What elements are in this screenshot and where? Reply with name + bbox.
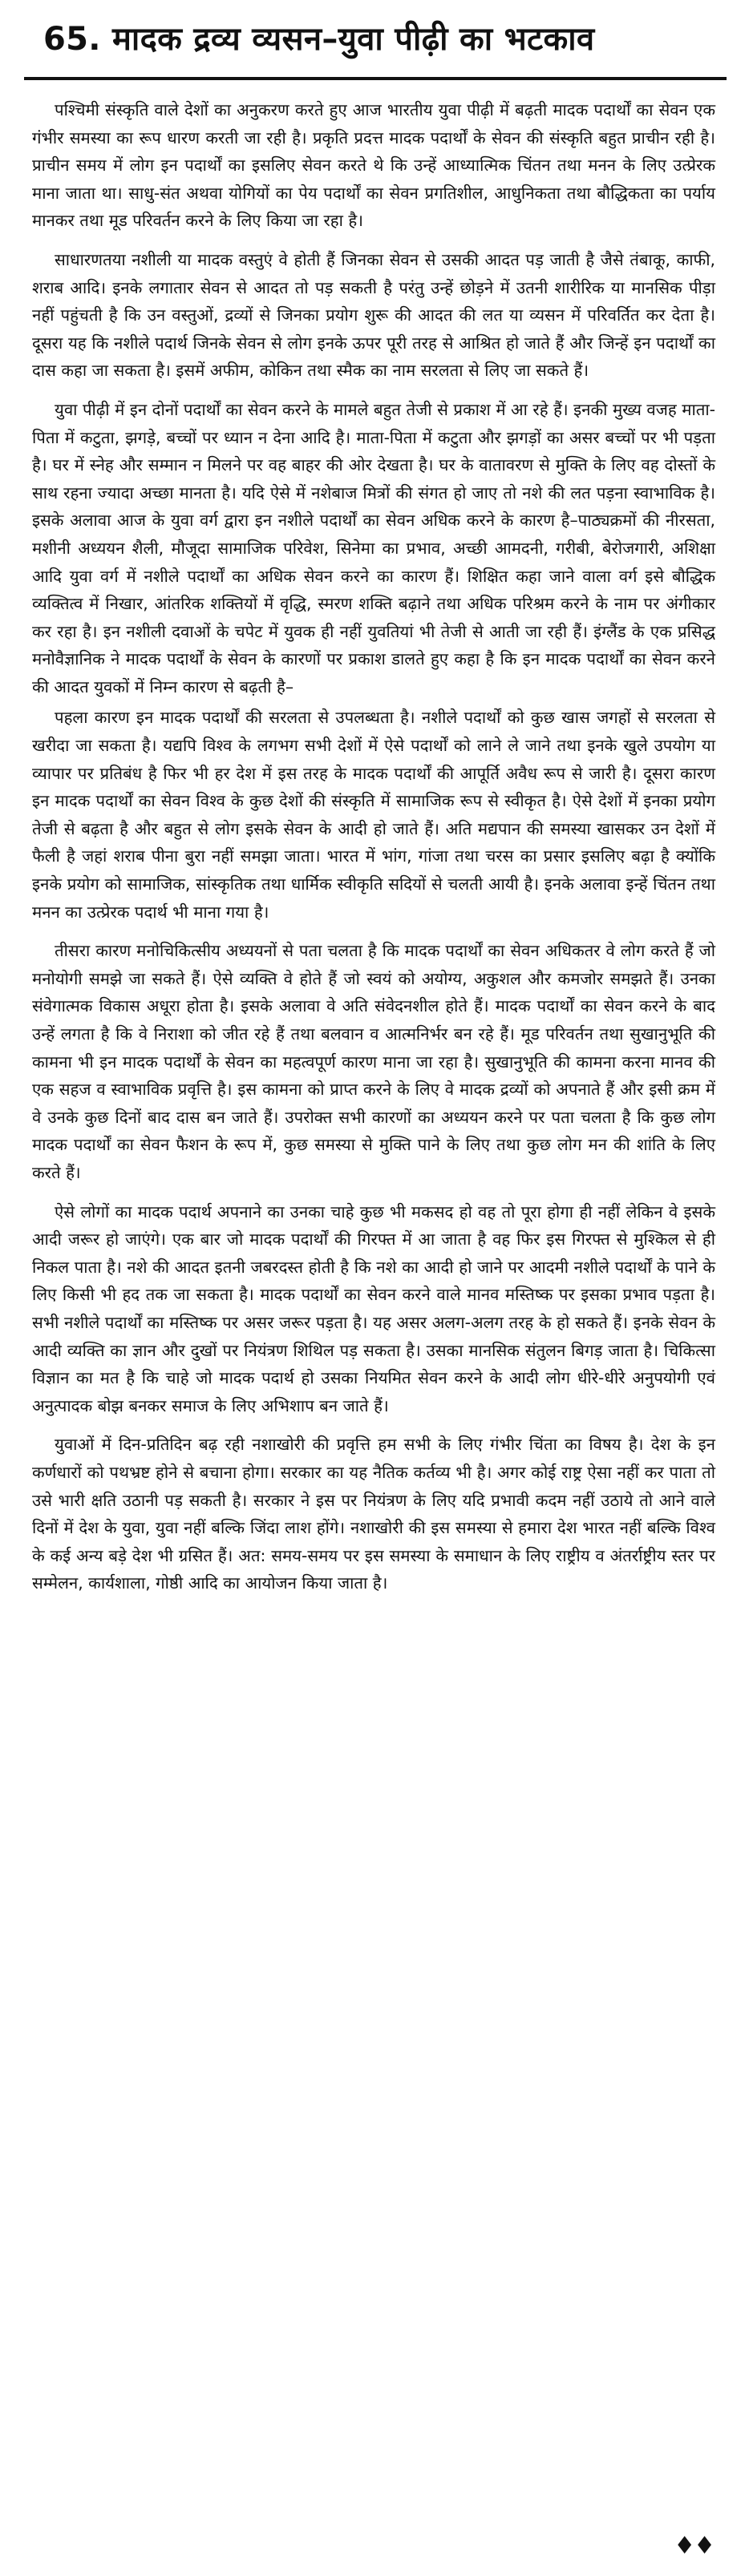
title-bar (24, 6, 727, 80)
article-body (32, 96, 715, 1609)
paragraph-1: पश्चिमी संस्कृति वाले देशों का अनुकरण करते हुए आज भारतीय युवा पीढ़ी में बढ़ती मादक पदार्थों का सेवन एक गंभीर समस्या का रूप धारण करती जा रही है। प्रकृति प्रदत्त मादक पदार्थों के सेवन की संस्कृति बहुत प्राचीन रही है। प्राचीन समय में लोग इन पदार्थों का इसलिए सेवन करते थे कि उन्हें आध्यात्मिक चिंतन तथा मनन के लिए उत्प्रेरक माना जाता था। साधु-संत अथवा योगियों का पेय पदार्थों का सेवन प्रगतिशील, आधुनिकता तथा बौद्धिकता का पर्याय मानकर तथा मूड परिवर्तन करने के लिए किया जा रहा है। (32, 100, 715, 231)
paragraph-5: तीसरा कारण मनोचिकित्सीय अध्ययनों से पता चलता है कि मादक पदार्थों का सेवन अधिकतर वे लोग करते हैं जो मनोयोगी समझे जा सकते हैं। ऐसे व्यक्ति वे होते हैं जो स्वयं को अयोग्य, अकुशल और कमजोर समझते हैं। उनका संवेगात्मक विकास अधूरा होता है। इसके अलावा वे अति संवेदनशील होते हैं। मादक पदार्थों का सेवन करने के बाद उन्हें लगता है कि वे निराशा को जीत रहे हैं तथा बलवान व आत्मनिर्भर बन रहे हैं। मूड परिवर्तन तथा सुखानुभूति की कामना भी इन मादक पदार्थों के सेवन का महत्वपूर्ण कारण माना जा रहा है। सुखानुभूति की कामना करना मानव की एक सहज व स्वाभाविक प्रवृत्ति है। इस कामना को प्राप्त करने के लिए वे मादक द्रव्यों को अपनाते हैं और इसी क्रम में वे उनके कुछ दिनों बाद दास बन जाते हैं। उपरोक्त सभी कारणों का अध्ययन करने पर पता चलता है कि कुछ लोग मादक पदार्थों का सेवन फैशन के रूप में, कुछ समस्या से मुक्ति पाने के लिए तथा कुछ लोग मन की शांति के लिए करते हैं। (32, 941, 715, 1182)
paragraph-2: साधारणतया नशीली या मादक वस्तुएं वे होती हैं जिनका सेवन से उसकी आदत पड़ जाती है जैसे तंबाकू, काफी, शराब आदि। इनके लगातार सेवन से आदत तो पड़ सकती है परंतु उन्हें छोड़ने में उतनी शारीरिक या मानसिक पीड़ा नहीं पहुंचती है कि उन वस्तुओं, द्रव्यों से जिनका प्रयोग शुरू की आदत की लत या व्यसन में परिवर्तित कर देता है। दूसरा यह कि नशीले पदार्थ जिनके सेवन से लोग इनके ऊपर पूरी तरह से आश्रित हो जाते हैं और जिन्हें इन पदार्थों का दास कहा जा सकता है। इसमें अफीम, कोकिन तथा स्मैक का नाम सरलता से लिए जा सकते हैं। (32, 249, 715, 381)
paragraph-4: पहला कारण इन मादक पदार्थों की सरलता से उपलब्धता है। नशीले पदार्थों को कुछ खास जगहों से सरलता से खरीदा जा सकता है। यद्यपि विश्व के लगभग सभी देशों में ऐसे पदार्थों को लाने ले जाने तथा इनके खुले उपयोग या व्यापार पर प्रतिबंध है फिर भी हर देश में इस तरह के मादक पदार्थों की आपूर्ति अवैध रूप से जारी है। दूसरा कारण इन मादक पदार्थों का सेवन विश्व के कुछ देशों की संस्कृति में सामाजिक रूप से स्वीकृत है। ऐसे देशों में इनका प्रयोग तेजी से बढ़ता है और बहुत से लोग इसके सेवन के आदी हो जाते हैं। अति मद्यपान की समस्या खासकर उन देशों में फैली है जहां शराब पीना बुरा नहीं समझा जाता। भारत में भांग, गांजा तथा चरस का प्रसार इसलिए बढ़ा है क्योंकि इनके प्रयोग को सामाजिक, सांस्कृतिक तथा धार्मिक स्वीकृति सदियों से चलती आयी है। इनके अलावा इन्हें चिंतन तथा मनन का उत्प्रेरक पदार्थ भी माना गया है। (32, 708, 715, 922)
end-ornament-icon: ♦♦ (674, 2532, 714, 2560)
paragraph-3: युवा पीढ़ी में इन दोनों पदार्थों का सेवन करने के मामले बहुत तेजी से प्रकाश में आ रहे हैं। इनकी मुख्य वजह माता-पिता में कटुता, झगड़े, बच्चों पर ध्यान न देना आदि है। माता-पिता में कटुता और झगड़ों का असर बच्चों पर भी पड़ता है। घर में स्नेह और सम्मान न मिलने पर वह बाहर की ओर देखता है। घर के वातावरण से मुक्ति के लिए वह दोस्तों के साथ रहना ज्यादा अच्छा मानता है। यदि ऐसे में नशेबाज मित्रों की संगत हो जाए तो नशे की लत पड़ना स्वाभाविक है। इसके अलावा आज के युवा वर्ग द्वारा इन नशीले पदार्थों का सेवन अधिक करने के कारण है–पाठ्यक्रमों की नीरसता, मशीनी अध्ययन शैली, मौजूदा सामाजिक परिवेश, सिनेमा का प्रभाव, अच्छी आमदनी, गरीबी, बेरोजगारी, अशिक्षा आदि युवा वर्ग में नशीले पदार्थों का अधिक सेवन करने का कारण हैं। शिक्षित कहा जाने वाला वर्ग इसे बौद्धिक व्यक्तित्व में निखार, आंतरिक शक्तियों में वृद्धि, स्मरण शक्ति बढ़ाने तथा अधिक परिश्रम करने के नाम पर अंगीकार कर रहा है। इन नशीली दवाओं के चपेट में युवक ही नहीं युवतियां भी तेजी से आती जा रही हैं। इंग्लैंड के एक प्रसिद्ध मनोवैज्ञानिक ने मादक पदार्थों के सेवन के कारणों पर प्रकाश डालते हुए कहा है कि इन मादक पदार्थों का सेवन करने की आदत युवकों में निम्न कारण से बढ़ती है– (32, 399, 715, 696)
paragraph-6: ऐसे लोगों का मादक पदार्थ अपनाने का उनका चाहे कुछ भी मकसद हो वह तो पूरा होगा ही नहीं लेकिन वे इसके आदी जरूर हो जाएंगे। एक बार जो मादक पदार्थों की गिरफ्त में आ जाता है वह फिर इस गिरफ्त से मुश्किल से ही निकल पाता है। नशे की आदत इतनी जबरदस्त होती है कि नशे का आदी हो जाने पर आदमी नशीले पदार्थों के पाने के लिए किसी भी हद तक जा सकता है। मादक पदार्थों का सेवन करने वाले मानव मस्तिष्क पर इसका प्रभाव पड़ता है। सभी नशीले पदार्थों का मस्तिष्क पर असर जरूर पड़ता है। यह असर अलग-अलग तरह के हो सकते हैं। इनके सेवन के आदी व्यक्ति का ज्ञान और दुखों पर नियंत्रण शिथिल पड़ सकता है। उसका मानसिक संतुलन बिगड़ जाता है। चिकित्सा विज्ञान का मत है कि चाहे जो मादक पदार्थ हो उसका नियमित सेवन करने के आदी लोग धीरे-धीरे अनुपयोगी एवं अनुत्पादक बोझ बनकर समाज के लिए अभिशाप बन जाते हैं। (32, 1201, 715, 1415)
paragraph-7: युवाओं में दिन-प्रतिदिन बढ़ रही नशाखोरी की प्रवृत्ति हम सभी के लिए गंभीर चिंता का विषय है। देश के इन कर्णधारों को पथभ्रष्ट होने से बचाना होगा। सरकार का यह नैतिक कर्तव्य भी है। अगर कोई राष्ट्र ऐसा नहीं कर पाता तो उसे भारी क्षति उठानी पड़ सकती है। सरकार ने इस पर नियंत्रण के लिए यदि प्रभावी कदम नहीं उठाये तो आने वाले दिनों में देश के युवा, युवा नहीं बल्कि जिंदा लाश होंगे। नशाखोरी की इस समस्या से हमारा देश भारत नहीं बल्कि विश्व के कई अन्य बड़े देश भी ग्रसित हैं। अत: समय-समय पर इस समस्या के समाधान के लिए राष्ट्रीय व अंतर्राष्ट्रीय स्तर पर सम्मेलन, कार्यशाला, गोष्ठी आदि का आयोजन किया जाता है। (32, 1435, 715, 1593)
page-title: 65. मादक द्रव्य व्यसन–युवा पीढ़ी का भटकाव (43, 21, 595, 58)
